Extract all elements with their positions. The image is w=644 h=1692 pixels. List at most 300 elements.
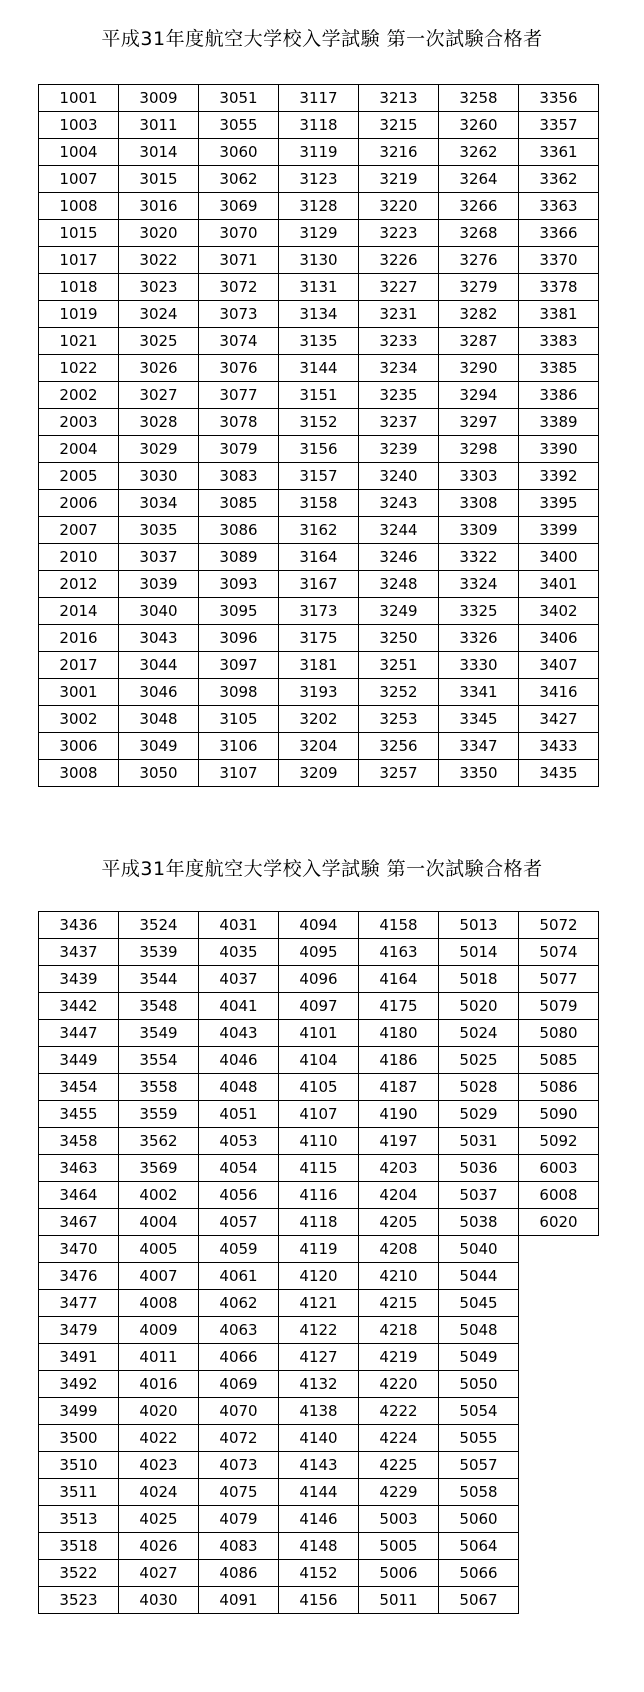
table-cell: 3095 (199, 598, 279, 625)
table-cell: 3559 (119, 1101, 199, 1128)
table-cell (519, 1371, 599, 1398)
table-row (39, 1290, 599, 1317)
table-cell: 3020 (119, 220, 199, 247)
table-cell: 3427 (519, 706, 599, 733)
table-cell: 3499 (39, 1398, 119, 1425)
table-cell: 4041 (199, 993, 279, 1020)
table-cell: 3073 (199, 301, 279, 328)
table-row (39, 544, 599, 571)
table-cell: 3223 (359, 220, 439, 247)
table-cell: 3467 (39, 1209, 119, 1236)
table-cell: 3006 (39, 733, 119, 760)
table-cell: 4115 (279, 1155, 359, 1182)
table-cell: 3522 (39, 1560, 119, 1587)
table-cell: 3244 (359, 517, 439, 544)
table-row (39, 517, 599, 544)
table-cell: 4224 (359, 1425, 439, 1452)
table-cell: 2017 (39, 652, 119, 679)
table-row (39, 274, 599, 301)
table-cell: 3569 (119, 1155, 199, 1182)
table-cell: 4020 (119, 1398, 199, 1425)
table-cell: 3078 (199, 409, 279, 436)
table-cell: 4023 (119, 1452, 199, 1479)
table-cell: 4097 (279, 993, 359, 1020)
table-cell: 3322 (439, 544, 519, 571)
table-cell: 4121 (279, 1290, 359, 1317)
table-cell: 3209 (279, 760, 359, 787)
page-title-first: 平成31年度航空大学校入学試験 第一次試験合格者 (101, 28, 543, 50)
table-cell: 3076 (199, 355, 279, 382)
table-cell: 5045 (439, 1290, 519, 1317)
table-cell: 3130 (279, 247, 359, 274)
table-cell: 3029 (119, 436, 199, 463)
table-cell: 3049 (119, 733, 199, 760)
table-cell: 5079 (519, 993, 599, 1020)
table-row (39, 912, 599, 939)
table-cell: 3330 (439, 652, 519, 679)
table-cell: 5066 (439, 1560, 519, 1587)
table-cell: 3447 (39, 1020, 119, 1047)
table-cell: 4148 (279, 1533, 359, 1560)
table-cell: 3097 (199, 652, 279, 679)
table-cell: 3260 (439, 112, 519, 139)
table-cell: 3326 (439, 625, 519, 652)
table-cell: 3513 (39, 1506, 119, 1533)
table-cell: 3098 (199, 679, 279, 706)
table-row (39, 382, 599, 409)
table-cell: 3511 (39, 1479, 119, 1506)
table-row (39, 1506, 599, 1533)
table-cell: 4051 (199, 1101, 279, 1128)
table-cell: 4002 (119, 1182, 199, 1209)
table-cell: 4046 (199, 1047, 279, 1074)
table-cell: 3181 (279, 652, 359, 679)
table-cell: 3202 (279, 706, 359, 733)
table-cell: 4122 (279, 1317, 359, 1344)
table-cell: 2012 (39, 571, 119, 598)
table-cell: 3309 (439, 517, 519, 544)
table-cell: 3479 (39, 1317, 119, 1344)
table-cell: 3028 (119, 409, 199, 436)
table-cell: 4152 (279, 1560, 359, 1587)
table-cell: 3034 (119, 490, 199, 517)
table-cell: 5085 (519, 1047, 599, 1074)
table-cell (519, 1506, 599, 1533)
table-cell: 3213 (359, 85, 439, 112)
table-row (39, 328, 599, 355)
table-cell: 3050 (119, 760, 199, 787)
table-cell: 4062 (199, 1290, 279, 1317)
table-cell: 5055 (439, 1425, 519, 1452)
table-cell: 3290 (439, 355, 519, 382)
table-cell (519, 1398, 599, 1425)
table-cell: 3167 (279, 571, 359, 598)
table-cell: 4086 (199, 1560, 279, 1587)
table-cell: 3253 (359, 706, 439, 733)
table-cell: 4053 (199, 1128, 279, 1155)
table-cell: 3356 (519, 85, 599, 112)
table-cell: 4118 (279, 1209, 359, 1236)
table-cell: 4016 (119, 1371, 199, 1398)
table-cell (519, 1290, 599, 1317)
table-cell: 4096 (279, 966, 359, 993)
table-cell: 3043 (119, 625, 199, 652)
table-cell: 3437 (39, 939, 119, 966)
table-cell: 3470 (39, 1236, 119, 1263)
table-cell: 3464 (39, 1182, 119, 1209)
table-cell: 3055 (199, 112, 279, 139)
table-row (39, 1533, 599, 1560)
table-cell: 4197 (359, 1128, 439, 1155)
table-cell (519, 1452, 599, 1479)
table-cell: 3035 (119, 517, 199, 544)
table-cell: 3237 (359, 409, 439, 436)
table-cell: 3216 (359, 139, 439, 166)
table-cell: 4030 (119, 1587, 199, 1614)
table-cell: 3433 (519, 733, 599, 760)
table-cell: 3361 (519, 139, 599, 166)
table-cell: 4110 (279, 1128, 359, 1155)
table-cell: 3324 (439, 571, 519, 598)
table-cell: 2002 (39, 382, 119, 409)
table-row (39, 1587, 599, 1614)
table-cell: 4022 (119, 1425, 199, 1452)
table-cell: 3276 (439, 247, 519, 274)
table-row (39, 490, 599, 517)
table-row (39, 1371, 599, 1398)
table-cell: 5092 (519, 1128, 599, 1155)
table-cell (519, 1236, 599, 1263)
table-cell: 5028 (439, 1074, 519, 1101)
table-cell: 3156 (279, 436, 359, 463)
table-cell: 3016 (119, 193, 199, 220)
table-cell: 5020 (439, 993, 519, 1020)
table-cell: 4175 (359, 993, 439, 1020)
table-cell: 1015 (39, 220, 119, 247)
table-cell: 3294 (439, 382, 519, 409)
table-cell: 4127 (279, 1344, 359, 1371)
table-cell: 3416 (519, 679, 599, 706)
table-row (39, 463, 599, 490)
table-cell: 3009 (119, 85, 199, 112)
table-cell: 4027 (119, 1560, 199, 1587)
table-cell: 3118 (279, 112, 359, 139)
table-cell: 5054 (439, 1398, 519, 1425)
table-cell: 4225 (359, 1452, 439, 1479)
table-cell: 4057 (199, 1209, 279, 1236)
table-cell: 3193 (279, 679, 359, 706)
table-row (39, 301, 599, 328)
table-cell: 4073 (199, 1452, 279, 1479)
table-cell: 4229 (359, 1479, 439, 1506)
table-cell: 4061 (199, 1263, 279, 1290)
table-row (39, 706, 599, 733)
table-cell: 3134 (279, 301, 359, 328)
table-cell: 3370 (519, 247, 599, 274)
table-cell: 3250 (359, 625, 439, 652)
table-row (39, 1425, 599, 1452)
table-cell: 3386 (519, 382, 599, 409)
table-row (39, 220, 599, 247)
table-row (39, 733, 599, 760)
table-cell: 1007 (39, 166, 119, 193)
table-cell: 3107 (199, 760, 279, 787)
table-cell: 4072 (199, 1425, 279, 1452)
table-cell: 3544 (119, 966, 199, 993)
table-cell (519, 1317, 599, 1344)
table-cell: 3392 (519, 463, 599, 490)
table-cell: 3070 (199, 220, 279, 247)
table-cell: 3144 (279, 355, 359, 382)
table-cell: 3123 (279, 166, 359, 193)
table-cell: 3135 (279, 328, 359, 355)
table-row (39, 436, 599, 463)
table-cell: 4011 (119, 1344, 199, 1371)
table-cell: 3510 (39, 1452, 119, 1479)
table-cell: 3435 (519, 760, 599, 787)
table-cell: 2005 (39, 463, 119, 490)
table-cell: 3083 (199, 463, 279, 490)
table-cell: 3439 (39, 966, 119, 993)
table-cell: 3442 (39, 993, 119, 1020)
table-cell: 3060 (199, 139, 279, 166)
table-cell: 4220 (359, 1371, 439, 1398)
table-cell: 3287 (439, 328, 519, 355)
table-cell: 2010 (39, 544, 119, 571)
table-cell: 4031 (199, 912, 279, 939)
table-cell (519, 1263, 599, 1290)
table-cell: 4004 (119, 1209, 199, 1236)
table-cell: 3401 (519, 571, 599, 598)
table-cell: 4094 (279, 912, 359, 939)
table-cell: 3001 (39, 679, 119, 706)
table-cell: 5057 (439, 1452, 519, 1479)
table-cell: 4059 (199, 1236, 279, 1263)
table-cell (519, 1587, 599, 1614)
table-cell: 3040 (119, 598, 199, 625)
table-cell: 3044 (119, 652, 199, 679)
table-row (39, 571, 599, 598)
table-cell: 5074 (519, 939, 599, 966)
table-cell: 5072 (519, 912, 599, 939)
table-cell: 3297 (439, 409, 519, 436)
table-cell: 3463 (39, 1155, 119, 1182)
table-cell: 5080 (519, 1020, 599, 1047)
table-cell: 4025 (119, 1506, 199, 1533)
table-cell: 4116 (279, 1182, 359, 1209)
table-cell: 5006 (359, 1560, 439, 1587)
table-cell (519, 1344, 599, 1371)
table-cell: 3231 (359, 301, 439, 328)
table-cell: 3362 (519, 166, 599, 193)
table-cell: 4091 (199, 1587, 279, 1614)
table-cell: 4056 (199, 1182, 279, 1209)
table-row (39, 112, 599, 139)
table-cell: 3325 (439, 598, 519, 625)
table-cell: 3381 (519, 301, 599, 328)
table-cell: 4204 (359, 1182, 439, 1209)
table-cell: 3079 (199, 436, 279, 463)
table-cell: 3233 (359, 328, 439, 355)
table-row (39, 1560, 599, 1587)
table-cell: 3152 (279, 409, 359, 436)
table-cell: 3347 (439, 733, 519, 760)
table-cell: 3500 (39, 1425, 119, 1452)
table-cell: 3268 (439, 220, 519, 247)
table-row (39, 1155, 599, 1182)
table-row (39, 1101, 599, 1128)
table-cell: 3015 (119, 166, 199, 193)
table-cell: 3262 (439, 139, 519, 166)
table-cell: 3257 (359, 760, 439, 787)
table-cell: 3071 (199, 247, 279, 274)
table-cell: 3022 (119, 247, 199, 274)
table-cell: 3549 (119, 1020, 199, 1047)
table-row (39, 1047, 599, 1074)
table-cell: 3234 (359, 355, 439, 382)
table-cell: 3455 (39, 1101, 119, 1128)
table-cell: 3219 (359, 166, 439, 193)
table-cell: 4083 (199, 1533, 279, 1560)
table-cell: 3523 (39, 1587, 119, 1614)
table-cell: 3014 (119, 139, 199, 166)
table-cell: 3151 (279, 382, 359, 409)
table-cell: 4218 (359, 1317, 439, 1344)
table-cell: 4205 (359, 1209, 439, 1236)
table-cell: 6008 (519, 1182, 599, 1209)
table-cell: 3069 (199, 193, 279, 220)
table-cell: 5024 (439, 1020, 519, 1047)
table-cell: 3248 (359, 571, 439, 598)
table-cell: 4063 (199, 1317, 279, 1344)
table-cell: 4164 (359, 966, 439, 993)
table-row (39, 760, 599, 787)
table-cell: 3039 (119, 571, 199, 598)
table-cell: 3350 (439, 760, 519, 787)
table-cell: 4026 (119, 1533, 199, 1560)
table-row (39, 409, 599, 436)
table-cell: 4222 (359, 1398, 439, 1425)
table-row (39, 355, 599, 382)
results-table-second (38, 911, 599, 1614)
table-cell: 3458 (39, 1128, 119, 1155)
table-cell: 3266 (439, 193, 519, 220)
table-cell: 3027 (119, 382, 199, 409)
table-cell: 5064 (439, 1533, 519, 1560)
table-cell: 3173 (279, 598, 359, 625)
table-cell: 5025 (439, 1047, 519, 1074)
table-cell: 3558 (119, 1074, 199, 1101)
table-cell: 3002 (39, 706, 119, 733)
table-cell: 2007 (39, 517, 119, 544)
table-row (39, 1344, 599, 1371)
table-cell: 1004 (39, 139, 119, 166)
table-cell: 3366 (519, 220, 599, 247)
table-cell: 3477 (39, 1290, 119, 1317)
table-cell: 4140 (279, 1425, 359, 1452)
table-cell: 3117 (279, 85, 359, 112)
table-cell: 4007 (119, 1263, 199, 1290)
table-cell: 3175 (279, 625, 359, 652)
table-cell: 1017 (39, 247, 119, 274)
table-row (39, 85, 599, 112)
results-table-first (38, 84, 599, 787)
table-cell: 3215 (359, 112, 439, 139)
table-cell: 2016 (39, 625, 119, 652)
table-cell: 4069 (199, 1371, 279, 1398)
table-cell: 5038 (439, 1209, 519, 1236)
table-cell: 3279 (439, 274, 519, 301)
table-cell: 3400 (519, 544, 599, 571)
table-cell: 3308 (439, 490, 519, 517)
table-row (39, 193, 599, 220)
table-cell: 3518 (39, 1533, 119, 1560)
table-cell: 5058 (439, 1479, 519, 1506)
table-row (39, 679, 599, 706)
table-cell: 3119 (279, 139, 359, 166)
page-title-second: 平成31年度航空大学校入学試験 第一次試験合格者 (101, 858, 543, 880)
table-row (39, 1128, 599, 1155)
table-cell: 5003 (359, 1506, 439, 1533)
table-cell: 3204 (279, 733, 359, 760)
table-cell: 3011 (119, 112, 199, 139)
table-cell: 4105 (279, 1074, 359, 1101)
table-cell: 4005 (119, 1236, 199, 1263)
table-cell: 1021 (39, 328, 119, 355)
table-cell: 3303 (439, 463, 519, 490)
table-cell: 5018 (439, 966, 519, 993)
table-cell: 4190 (359, 1101, 439, 1128)
table-cell: 3062 (199, 166, 279, 193)
table-cell: 3298 (439, 436, 519, 463)
table-cell: 1008 (39, 193, 119, 220)
table-cell: 3402 (519, 598, 599, 625)
table-cell: 5086 (519, 1074, 599, 1101)
table-cell: 4132 (279, 1371, 359, 1398)
table-cell: 4009 (119, 1317, 199, 1344)
table-cell: 3227 (359, 274, 439, 301)
table-cell: 5040 (439, 1236, 519, 1263)
table-row (39, 1209, 599, 1236)
table-cell (519, 1479, 599, 1506)
table-row (39, 1317, 599, 1344)
table-cell: 3243 (359, 490, 439, 517)
table-cell: 3105 (199, 706, 279, 733)
table-cell: 4066 (199, 1344, 279, 1371)
table-cell: 3240 (359, 463, 439, 490)
table-cell: 4075 (199, 1479, 279, 1506)
table-cell: 3226 (359, 247, 439, 274)
table-cell: 4107 (279, 1101, 359, 1128)
table-cell: 6020 (519, 1209, 599, 1236)
table-cell: 3539 (119, 939, 199, 966)
table-cell: 3026 (119, 355, 199, 382)
table-row (39, 625, 599, 652)
table-cell: 3363 (519, 193, 599, 220)
table-cell: 2004 (39, 436, 119, 463)
table-cell: 4035 (199, 939, 279, 966)
table-cell: 4144 (279, 1479, 359, 1506)
table-cell: 3246 (359, 544, 439, 571)
table-cell: 3086 (199, 517, 279, 544)
table-cell: 3378 (519, 274, 599, 301)
table-cell: 3023 (119, 274, 199, 301)
table-cell: 5036 (439, 1155, 519, 1182)
table-row (39, 1263, 599, 1290)
table-cell: 3249 (359, 598, 439, 625)
table-cell: 3258 (439, 85, 519, 112)
table-cell: 1018 (39, 274, 119, 301)
